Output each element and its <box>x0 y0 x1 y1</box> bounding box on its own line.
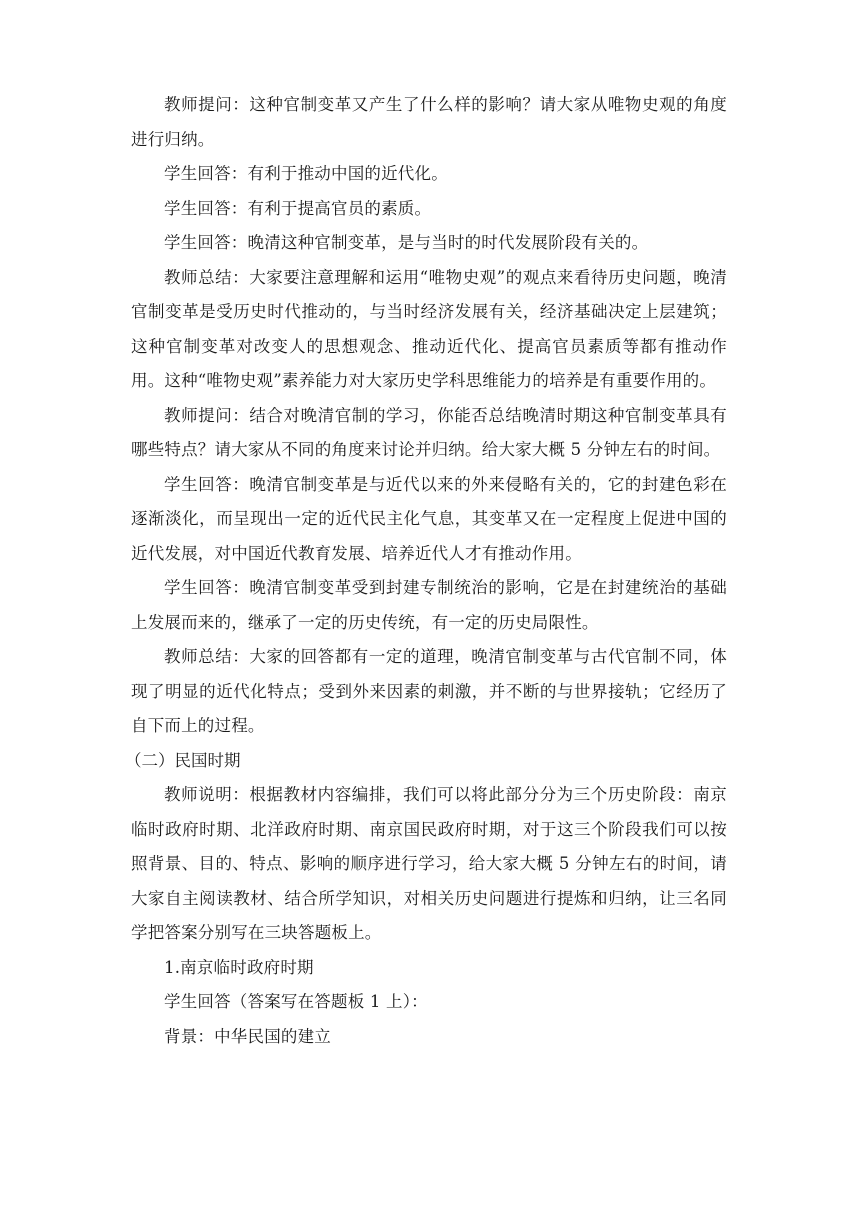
subsection-heading: 1.南京临时政府时期 <box>164 957 314 977</box>
paragraph-teacher-explanation: 教师说明：根据教材内容编排，我们可以将此部分分为三个历史阶段：南京临时政府时期、北洋政府时期、南京国民政府时期，对于这三个阶段我们可以按照背景、目的、特点、影响的顺序进行学习，给大家大概 5 分钟左右的时间，请大家自主阅读教材、结合所学知识，对相关历史问题进行提炼和归纳，让三名同学把答案分别写在三块答题板上。 <box>131 785 727 942</box>
paragraph-student-answer-4: 学生回答：晚清官制变革是与近代以来的外来侵略有关的，它的封建色彩在逐渐淡化，而呈现出一定的近代民主化气息，其变革又在一定程度上促进中国的近代发展，对中国近代教育发展、培养近代人才有推动作用。 <box>131 474 727 563</box>
paragraph-student-answer-6: 学生回答（答案写在答题板 1 上）： <box>164 992 428 1011</box>
paragraph-teacher-question-2: 教师提问：结合对晚清官制的学习，你能否总结晚清时期这种官制变革具有哪些特点？请大家从不同的角度来讨论并归纳。给大家大概 5 分钟左右的时间。 <box>131 405 727 459</box>
document-page <box>125 88 727 1054</box>
paragraph-student-answer-3: 学生回答：晚清这种官制变革，是与当时的时代发展阶段有关的。 <box>164 233 649 252</box>
paragraph-teacher-summary-1: 教师总结：大家要注意理解和运用“唯物史观”的观点来看待历史问题，晚清官制变革是受历史时代推动的，与当时经济发展有关，经济基础决定上层建筑；这种官制变革对改变人的思想观念、推动近代化、提高官员素质等都有推动作用。这种“唯物史观”素养能力对大家历史学科思维能力的培养是有重要作用的。 <box>131 267 727 390</box>
paragraph-teacher-summary-2: 教师总结：大家的回答都有一定的道理，晚清官制变革与古代官制不同，体现了明显的近代化特点；受到外来因素的刺激，并不断的与世界接轨；它经历了自下而上的过程。 <box>131 647 727 735</box>
paragraph-teacher-question-1: 教师提问：这种官制变革又产生了什么样的影响？请大家从唯物史观的角度进行归纳。 <box>131 95 727 149</box>
section-heading: （二）民国时期 <box>125 750 241 770</box>
paragraph-background: 背景：中华民国的建立 <box>164 1026 331 1046</box>
paragraph-student-answer-5: 学生回答：晚清官制变革受到封建专制统治的影响，它是在封建统治的基础上发展而来的，继承了一定的历史传统，有一定的历史局限性。 <box>131 578 727 632</box>
paragraph-student-answer-1: 学生回答：有利于推动中国的近代化。 <box>164 164 448 183</box>
paragraph-student-answer-2: 学生回答：有利于提高官员的素质。 <box>164 198 432 218</box>
